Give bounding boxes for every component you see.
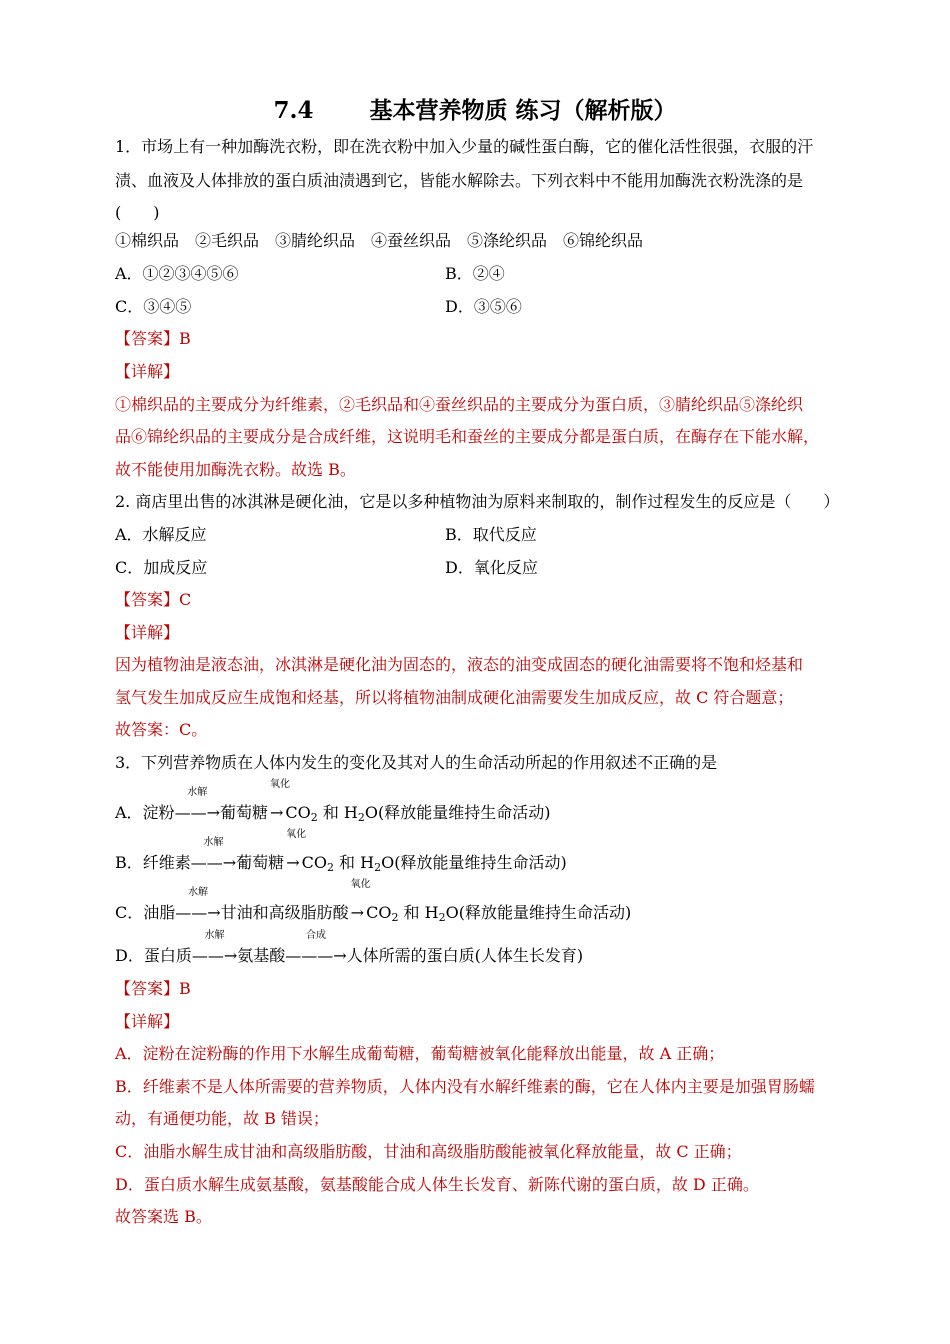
q3-c-arrow-1-label: 水解 [187,887,208,898]
q3-detail-line-3: 动，有通便功能，故 B 错误； [115,1109,329,1128]
q3-b-arrow-1: 水解 ——→ [190,837,237,872]
q3-c-and-h: 和 H [398,903,439,922]
q3-stem: 3．下列营养物质在人体内发生的变化及其对人的生命活动所起的作用叙述不正确的是 [115,753,718,772]
q3-b-and-h: 和 H [333,853,375,872]
q2-option-d: D．氧化反应 [445,558,538,577]
q1-items: ①棉织品 ②毛织品 ③腈纶织品 ④蚕丝织品 ⑤涤纶织品 ⑥锦纶织品 [115,231,644,250]
q3-c-product: O(释放能量维持生命活动) [445,903,632,922]
page-title [0,92,950,125]
q3-c-co-sub: 2 [391,911,399,924]
q1-stem-line-2: 渍、血液及人体排放的蛋白质油渍遇到它，皆能水解除去。下列衣料中不能用加酶洗衣粉洗涤的是 [115,171,804,190]
q3-b-product: O(释放能量维持生命活动) [381,853,567,872]
q3-d-intermediate: 氨基酸 [237,946,286,965]
q1-detail-line-3: 故不能使用加酶洗衣粉。故选 B。 [115,460,356,479]
q3-answer: 【答案】B [115,979,191,998]
q2-detail-label: 【详解】 [115,623,180,642]
q3-option-a [115,779,551,824]
q3-option-b [115,829,567,874]
q3-a-arrow-2-label: 氧化 [269,779,290,790]
q2-option-c: C．加成反应 [115,558,208,577]
q3-b-co: CO [301,853,327,872]
q3-a-product: O(释放能量维持生命活动) [364,803,551,822]
q3-a-reactant: A．淀粉 [115,803,175,822]
q3-final-answer: 故答案选 B。 [115,1207,212,1226]
q3-c-h-sub: 2 [438,911,446,924]
q3-detail-label: 【详解】 [115,1012,180,1031]
q3-detail-line-2: B．纤维素不是人体所需要的营养物质，人体内没有水解纤维素的酶，它在人体内主要是加强胃肠蠕 [115,1077,815,1096]
q3-a-h-sub: 2 [357,811,365,824]
q1-option-d: D．③⑤⑥ [445,297,522,316]
q3-c-arrow-1: 水解 ——→ [175,887,221,922]
q3-b-arrow-2-label: 氧化 [286,829,307,840]
q3-b-co-sub: 2 [326,861,334,874]
q3-a-arrow-2: 氧化 → [269,779,290,822]
q1-detail-line-2: 品⑥锦纶织品的主要成分是合成纤维，这说明毛和蚕丝的主要成分都是蛋白质，在酶存在下能水解， [115,427,820,446]
q3-b-h-sub: 2 [374,861,382,874]
title-text: 基本营养物质 练习（解析版） [369,97,677,124]
q3-option-c [115,879,632,924]
q1-stem-line-1: 1．市场上有一种加酶洗衣粉，即在洗衣粉中加入少量的碱性蛋白酶，它的催化活性很强，衣服的汗 [115,137,814,156]
q3-d-arrow-2-label: 合成 [305,930,326,941]
q3-b-reactant: B．纤维素 [115,853,191,872]
q3-c-arrow-2: 氧化 → [350,879,371,922]
q3-c-arrow-2-label: 氧化 [350,879,371,890]
q3-b-arrow-2: 氧化 → [286,829,307,872]
q3-b-arrow-1-label: 水解 [203,837,224,848]
q3-a-co: CO [285,803,311,822]
q3-a-intermediate: 葡萄糖 [219,803,268,822]
q3-a-and-h: 和 H [317,803,358,822]
q3-a-co-sub: 2 [310,811,318,824]
q3-d-product: 人体所需的蛋白质(人体生长发育) [346,946,584,965]
q3-c-reactant: C．油脂 [115,903,176,922]
q3-option-d [115,930,584,967]
q1-stem-line-3: ( ) [115,203,160,222]
q1-detail-line-1: ①棉织品的主要成分为纤维素，②毛织品和④蚕丝织品的主要成分为蛋白质，③腈纶织品⑤涤纶织 [115,395,804,414]
q2-stem: 2. 商店里出售的冰淇淋是硬化油，它是以多种植物油为原料来制取的，制作过程发生的反应是（ ） [115,492,840,511]
q3-d-arrow-2: 合成 ———→ [285,930,347,965]
q1-option-c: C．③④⑤ [115,297,192,316]
q2-option-b: B．取代反应 [445,525,537,544]
q1-option-a: A．①②③④⑤⑥ [115,264,239,283]
q1-detail-label: 【详解】 [115,362,180,381]
q3-c-intermediate: 甘油和高级脂肪酸 [220,903,349,922]
q3-detail-line-5: D．蛋白质水解生成氨基酸，氨基酸能合成人体生长发育、新陈代谢的蛋白质，故 D 正确。 [115,1175,759,1194]
q2-detail-line-1: 因为植物油是液态油，冰淇淋是硬化油为固态的，液态的油变成固态的硬化油需要将不饱和烃基和 [115,655,804,674]
q3-detail-line-1: A．淀粉在淀粉酶的作用下水解生成葡萄糖，葡萄糖被氧化能释放出能量，故 A 正确； [115,1044,725,1063]
q2-detail-line-3: 故答案：C。 [115,720,208,739]
q3-d-arrow-1-label: 水解 [204,930,225,941]
q3-c-co: CO [366,903,392,922]
q3-d-arrow-1: 水解 ——→ [191,930,238,965]
q3-a-arrow-1-label: 水解 [187,787,208,798]
q2-option-a: A．水解反应 [115,525,207,544]
q1-answer: 【答案】B [115,329,191,348]
q3-a-arrow-1: 水解 ——→ [174,787,220,822]
q3-b-intermediate: 葡萄糖 [236,853,285,872]
q3-detail-line-4: C．油脂水解生成甘油和高级脂肪酸，甘油和高级脂肪酸能被氧化释放能量，故 C 正确； [115,1142,742,1161]
title-number: 7.4 [273,97,314,124]
q2-answer: 【答案】C [115,590,192,609]
q3-d-reactant: D．蛋白质 [115,946,192,965]
q1-option-b: B．②④ [445,264,505,283]
q2-detail-line-2: 氢气发生加成反应生成饱和烃基，所以将植物油制成硬化油需要发生加成反应，故 C 符合题意； [115,688,794,707]
